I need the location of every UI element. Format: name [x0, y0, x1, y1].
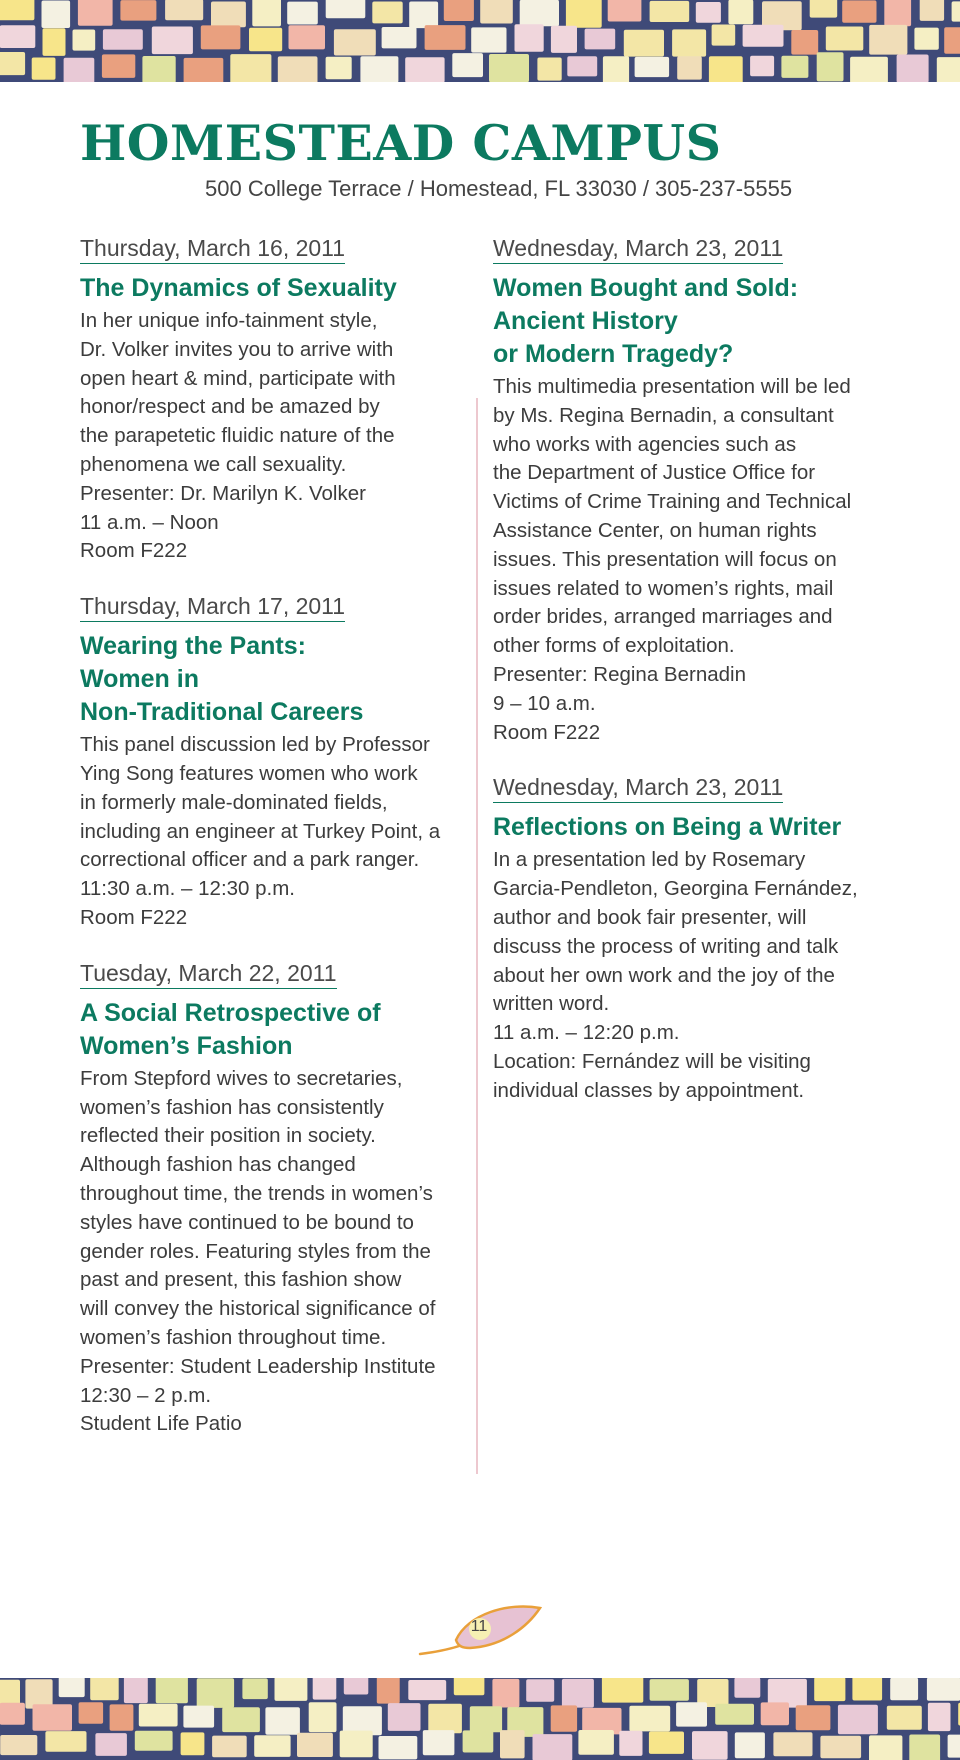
event-line: correctional officer and a park ranger.: [80, 848, 420, 872]
mosaic-tile: [937, 57, 960, 82]
mosaic-tile: [344, 1678, 369, 1695]
mosaic-tile: [608, 0, 642, 22]
mosaic-tile: [649, 1732, 684, 1754]
mosaic-tile: [254, 1735, 290, 1757]
mosaic-tile: [222, 1707, 260, 1732]
event-title-line: A Social Retrospective of: [80, 998, 381, 1027]
mosaic-tile: [602, 1678, 643, 1703]
page-number: 11: [470, 1618, 488, 1635]
mosaic-tile: [25, 1679, 52, 1708]
mosaic-tile: [928, 1703, 951, 1731]
mosaic-tile: [142, 56, 175, 82]
mosaic-tile: [537, 58, 561, 81]
mosaic-tile: [110, 1704, 134, 1730]
event-date: Wednesday, March 23, 2011: [493, 773, 783, 803]
mosaic-tile: [78, 0, 113, 26]
event-line: past and present, this fashion show: [80, 1268, 402, 1292]
mosaic-tile: [242, 1678, 267, 1699]
mosaic-tile: [212, 1736, 247, 1758]
mosaic-tile: [388, 1703, 421, 1731]
event-title-line: Wearing the Pants:: [80, 632, 306, 661]
mosaic-tile: [952, 1, 960, 21]
mosaic-tile: [197, 1678, 234, 1708]
mosaic-tile: [672, 29, 706, 56]
left-column: [80, 234, 470, 1465]
mosaic-tile: [124, 1678, 148, 1703]
mosaic-tile: [692, 1731, 728, 1760]
mosaic-tile: [820, 1736, 861, 1758]
event-line: In her unique info-tainment style,: [80, 309, 378, 332]
event-line: discuss the process of writing and talk: [493, 934, 839, 958]
right-column: [493, 234, 903, 1132]
page-title: HOMESTEAD CAMPUS: [80, 114, 722, 172]
mosaic-tile: [0, 25, 35, 48]
event-line: Assistance Center, on human rights: [493, 518, 817, 542]
mosaic-tile: [313, 1678, 337, 1700]
event-title: [80, 997, 470, 1063]
event-line: women’s fashion throughout time.: [80, 1325, 387, 1349]
mosaic-tile: [463, 1730, 494, 1752]
mosaic-tile: [869, 1735, 902, 1760]
mosaic-tile: [59, 1678, 85, 1697]
mosaic-tile: [326, 57, 352, 79]
mosaic-tile: [500, 1730, 525, 1758]
event-line: In a presentation led by Rosemary: [493, 848, 806, 872]
mosaic-tile: [444, 0, 474, 21]
mosaic-tile: [533, 1734, 573, 1760]
event-title-line: Women’s Fashion: [80, 1031, 293, 1060]
mosaic-tile: [265, 1707, 300, 1734]
event-line: other forms of exploitation.: [493, 634, 735, 658]
mosaic-tile: [852, 1678, 882, 1701]
event-location: Room F222: [80, 539, 188, 563]
mosaic-tile: [278, 56, 318, 82]
mosaic-tile: [650, 1679, 689, 1701]
mosaic-tile: [489, 54, 529, 82]
event-title-line: The Dynamics of Sexuality: [80, 274, 397, 302]
mosaic-tile: [810, 0, 838, 18]
event-title: [80, 272, 470, 305]
event-line: styles have continued to be bound to: [80, 1210, 414, 1234]
mosaic-tile: [43, 28, 66, 56]
mosaic-tile: [326, 0, 366, 18]
mosaic-tile: [0, 52, 25, 75]
event-line: in formerly male-dominated fields,: [80, 790, 388, 814]
mosaic-tile: [566, 0, 602, 28]
event-time: 9 – 10 a.m.: [493, 691, 596, 715]
mosaic-tile: [551, 1705, 577, 1731]
mosaic-header-banner: [0, 0, 960, 82]
mosaic-tile: [842, 0, 876, 22]
event-location: Room F222: [80, 905, 188, 929]
mosaic-tile: [152, 27, 193, 55]
event-description: [80, 307, 470, 566]
mosaic-tile: [920, 0, 944, 21]
mosaic-tile: [340, 1731, 373, 1758]
mosaic-tile: [372, 2, 402, 24]
mosaic-tile: [408, 1680, 446, 1700]
event-line: This multimedia presentation will be led: [493, 375, 851, 398]
mosaic-tile: [526, 1679, 554, 1702]
mosaic-tile: [562, 1679, 594, 1708]
event-title-line: or Modern Tragedy?: [493, 340, 734, 368]
event-line: written word.: [493, 992, 610, 1016]
mosaic-tile: [297, 1733, 333, 1757]
mosaic-tile-pattern: [0, 0, 960, 82]
mosaic-tile: [249, 28, 282, 52]
mosaic-tile: [567, 56, 597, 76]
mosaic-tile: [781, 56, 808, 78]
mosaic-tile: [850, 57, 888, 82]
mosaic-tile: [480, 0, 513, 24]
event-time: 11:30 a.m. – 12:30 p.m.: [80, 877, 295, 901]
mosaic-tile: [73, 30, 96, 51]
mosaic-tile: [183, 1706, 214, 1728]
mosaic-tile: [814, 1678, 845, 1701]
mosaic-tile: [927, 1678, 960, 1701]
mosaic-tile: [761, 1702, 789, 1725]
event-line: issues. This presentation will focus on: [493, 547, 837, 571]
event-women-bought-and-sold: [493, 234, 903, 747]
event-presenter: Presenter: Student Leadership Institute: [80, 1354, 436, 1378]
mosaic-tile: [309, 1702, 337, 1732]
event-title-line: Women Bought and Sold:: [493, 274, 799, 302]
mosaic-tile: [585, 29, 616, 50]
mosaic-tile: [0, 1735, 37, 1755]
mosaic-tile: [715, 1704, 754, 1725]
mosaic-tile-pattern: [0, 1678, 960, 1760]
event-social-retrospective-fashion: [80, 959, 470, 1439]
mosaic-tile: [230, 54, 271, 82]
event-line: the parapetetic fluidic nature of the: [80, 424, 395, 448]
mosaic-tile: [728, 0, 753, 24]
mosaic-tile: [897, 55, 929, 83]
event-presenter: Presenter: Regina Bernadin: [493, 662, 746, 686]
event-line: author and book fair presenter, will: [493, 905, 807, 929]
event-title: [493, 811, 903, 844]
mosaic-tile: [377, 1678, 400, 1704]
event-line: will convey the historical significance of: [80, 1297, 436, 1321]
mosaic-tile: [379, 1736, 418, 1759]
mosaic-tile: [817, 52, 844, 81]
event-title: [493, 272, 903, 371]
event-line: This panel discussion led by Professor: [80, 733, 430, 757]
mosaic-tile: [423, 1730, 455, 1755]
mosaic-tile: [454, 1678, 485, 1695]
event-time: 11 a.m. – 12:20 p.m.: [493, 1021, 680, 1045]
event-wearing-the-pants: [80, 592, 470, 933]
mosaic-tile: [603, 56, 629, 82]
event-line: throughout time, the trends in women’s: [80, 1181, 433, 1205]
mosaic-tile: [470, 1706, 502, 1732]
event-time: 12:30 – 2 p.m.: [80, 1383, 212, 1407]
mosaic-tile: [826, 27, 864, 51]
mosaic-tile: [492, 1679, 519, 1708]
event-line: Dr. Volker invites you to arrive with: [80, 337, 394, 361]
mosaic-tile: [287, 2, 318, 25]
event-date: Thursday, March 17, 2011: [80, 592, 345, 622]
mosaic-tile: [405, 57, 444, 82]
mosaic-tile: [181, 1732, 205, 1755]
event-line: including an engineer at Turkey Point, a: [80, 819, 441, 843]
mosaic-tile: [79, 1702, 104, 1724]
mosaic-tile: [252, 0, 281, 26]
event-location: Location: Fernández will be visiting: [493, 1049, 811, 1073]
event-title-line: Reflections on Being a Writer: [493, 813, 842, 842]
event-line: order brides, arranged marriages and: [493, 605, 833, 629]
event-reflections-on-being-a-writer: [493, 773, 903, 1105]
mosaic-tile: [289, 25, 326, 49]
event-line: the Department of Justice Office for: [493, 461, 816, 485]
mosaic-tile: [791, 30, 818, 55]
event-line: open heart & mind, participate with: [80, 366, 396, 390]
mosaic-tile: [425, 25, 466, 50]
mosaic-tile: [578, 1730, 614, 1755]
mosaic-tile: [103, 29, 143, 49]
mosaic-tile: [45, 1731, 86, 1752]
mosaic-tile: [184, 58, 224, 82]
event-date: Thursday, March 16, 2011: [80, 234, 345, 264]
mosaic-tile: [275, 1678, 308, 1701]
mosaic-tile: [676, 1702, 707, 1726]
mosaic-tile: [428, 1704, 462, 1734]
mosaic-tile: [869, 25, 907, 55]
mosaic-tile: [201, 25, 241, 49]
event-line: Garcia-Pendleton, Georgina Fernández,: [493, 877, 858, 901]
mosaic-tile: [452, 53, 483, 77]
event-title-line: Ancient History: [493, 307, 678, 335]
mosaic-tile: [619, 1731, 642, 1756]
mosaic-tile: [629, 1706, 670, 1732]
event-line: women’s fashion has consistently: [80, 1095, 384, 1119]
mosaic-tile: [944, 27, 960, 54]
mosaic-tile: [120, 0, 156, 21]
event-line: who works with agencies such as: [493, 432, 797, 456]
mosaic-tile: [42, 1, 71, 29]
mosaic-tile: [90, 1678, 119, 1700]
mosaic-tile: [211, 2, 246, 28]
mosaic-tile: [334, 29, 376, 55]
mosaic-tile: [650, 1, 690, 22]
event-description: [80, 731, 470, 933]
mosaic-tile: [135, 1731, 173, 1751]
event-description: [493, 846, 903, 1105]
mosaic-tile: [0, 1703, 25, 1725]
event-line: phenomena we call sexuality.: [80, 452, 347, 476]
mosaic-tile: [95, 1733, 127, 1756]
mosaic-tile: [409, 2, 438, 29]
mosaic-tile: [838, 1705, 878, 1735]
event-location: individual classes by appointment.: [493, 1078, 805, 1102]
mosaic-tile: [696, 2, 721, 23]
event-location: Student Life Patio: [80, 1412, 242, 1436]
mosaic-tile: [165, 0, 203, 20]
event-line: From Stepford wives to secretaries,: [80, 1066, 403, 1090]
event-description: [80, 1065, 470, 1439]
mosaic-tile: [735, 1732, 765, 1758]
event-title-line: Women in: [80, 665, 199, 694]
mosaic-tile: [743, 25, 784, 47]
mosaic-tile: [796, 1705, 831, 1730]
mosaic-tile: [677, 56, 702, 79]
mosaic-footer-banner: [0, 1678, 960, 1760]
event-time: 11 a.m. – Noon: [80, 510, 219, 534]
mosaic-tile: [520, 0, 559, 26]
event-presenter: Presenter: Dr. Marilyn K. Volker: [80, 481, 366, 505]
mosaic-tile: [712, 25, 736, 46]
mosaic-tile: [0, 0, 34, 20]
mosaic-tile: [909, 1735, 940, 1760]
mosaic-tile: [890, 1678, 918, 1700]
event-dynamics-of-sexuality: [80, 234, 470, 566]
event-line: Victims of Crime Training and Technical: [493, 490, 852, 514]
mosaic-tile: [156, 1678, 188, 1703]
event-title-line: Non-Traditional Careers: [80, 698, 364, 727]
mosaic-tile: [709, 56, 743, 82]
mosaic-tile: [750, 56, 774, 76]
event-line: honor/respect and be amazed by: [80, 395, 380, 419]
event-line: gender roles. Featuring styles from the: [80, 1239, 431, 1263]
mosaic-tile: [948, 1735, 960, 1758]
event-line: Ying Song features women who work: [80, 761, 418, 785]
event-line: about her own work and the joy of the: [493, 963, 835, 987]
event-line: Although fashion has changed: [80, 1153, 356, 1177]
event-date: Tuesday, March 22, 2011: [80, 959, 337, 989]
mosaic-tile: [139, 1704, 178, 1727]
mosaic-tile: [624, 30, 664, 57]
column-divider: [476, 398, 478, 1474]
mosaic-tile: [773, 1732, 812, 1756]
mosaic-tile: [32, 58, 56, 80]
mosaic-tile: [551, 26, 577, 53]
mosaic-tile: [887, 1706, 922, 1730]
mosaic-tile: [914, 28, 938, 50]
campus-address: 500 College Terrace / Homestead, FL 33030 / 305-237-5555: [205, 176, 793, 201]
mosaic-tile: [64, 58, 95, 82]
event-line: reflected their position in society.: [80, 1124, 376, 1148]
mosaic-tile: [33, 1704, 73, 1730]
event-date: Wednesday, March 23, 2011: [493, 234, 783, 264]
mosaic-tile: [635, 57, 670, 77]
mosaic-tile: [884, 0, 911, 26]
mosaic-tile: [360, 56, 398, 82]
mosaic-tile: [734, 1678, 760, 1698]
mosaic-tile: [515, 24, 544, 52]
event-description: [493, 373, 903, 747]
mosaic-tile: [102, 54, 135, 78]
event-line: by Ms. Regina Bernadin, a consultant: [493, 403, 834, 427]
event-title: [80, 630, 470, 729]
event-location: Room F222: [493, 720, 601, 744]
mosaic-tile: [471, 27, 506, 52]
mosaic-tile: [382, 27, 417, 48]
event-line: issues related to women’s rights, mail: [493, 576, 834, 600]
